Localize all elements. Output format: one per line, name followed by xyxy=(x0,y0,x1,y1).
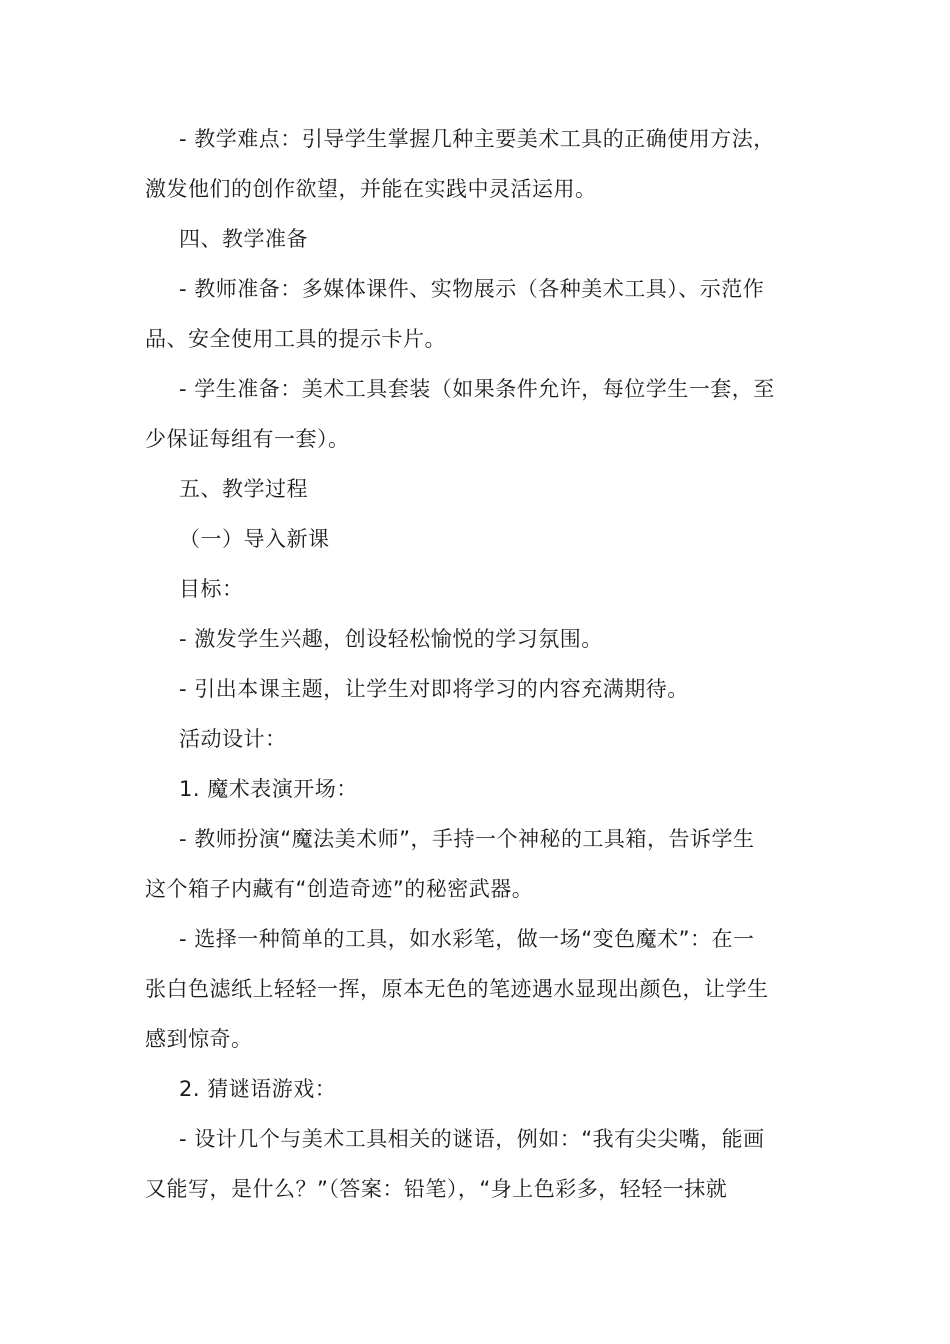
text-line: - 教师准备：多媒体课件、实物展示（各种美术工具）、示范作 xyxy=(179,277,765,301)
paragraph-teacher-preparation xyxy=(145,264,807,364)
paragraph-teaching-difficulty xyxy=(145,114,807,214)
text-line: 五、教学过程 xyxy=(179,477,308,501)
text-line: - 选择一种简单的工具，如水彩笔，做一场“变色魔术”：在一 xyxy=(179,927,755,951)
section-heading-teaching-preparation xyxy=(145,214,807,264)
document-page xyxy=(145,114,807,1214)
text-line: 目标： xyxy=(179,577,244,601)
text-line: 品、安全使用工具的提示卡片。 xyxy=(145,327,446,351)
text-line: 活动设计： xyxy=(179,727,287,751)
list-item-activity xyxy=(145,914,807,1064)
text-line: - 设计几个与美术工具相关的谜语，例如：“我有尖尖嘴，能画 xyxy=(179,1127,765,1151)
text-line: （一）导入新课 xyxy=(179,527,330,551)
paragraph-student-preparation xyxy=(145,364,807,464)
text-line: 又能写，是什么？”（答案：铅笔），“身上色彩多，轻轻一抹就 xyxy=(145,1177,728,1201)
list-item-activity xyxy=(145,1114,807,1214)
list-item-activity xyxy=(145,814,807,914)
text-line: - 引出本课主题，让学生对即将学习的内容充满期待。 xyxy=(179,677,689,701)
text-line: - 激发学生兴趣，创设轻松愉悦的学习氛围。 xyxy=(179,627,603,651)
label-goals xyxy=(145,564,807,614)
text-line: - 教师扮演“魔法美术师”，手持一个神秘的工具箱，告诉学生 xyxy=(179,827,755,851)
subsection-heading-introduction xyxy=(145,514,807,564)
activity-heading-riddle-game xyxy=(145,1064,807,1114)
text-line: - 教学难点：引导学生掌握几种主要美术工具的正确使用方法， xyxy=(179,127,775,151)
text-line: 少保证每组有一套）。 xyxy=(145,427,350,451)
label-activity-design xyxy=(145,714,807,764)
list-item-goal xyxy=(145,664,807,714)
list-item-goal xyxy=(145,614,807,664)
text-line: 这个箱子内藏有“创造奇迹”的秘密武器。 xyxy=(145,877,534,901)
section-heading-teaching-process xyxy=(145,464,807,514)
text-line: - 学生准备：美术工具套装（如果条件允许，每位学生一套，至 xyxy=(179,377,775,401)
activity-heading-magic-show xyxy=(145,764,807,814)
text-line: 1. 魔术表演开场： xyxy=(179,777,358,801)
text-line: 激发他们的创作欲望，并能在实践中灵活运用。 xyxy=(145,177,597,201)
text-line: 感到惊奇。 xyxy=(145,1027,253,1051)
text-line: 2. 猜谜语游戏： xyxy=(179,1077,337,1101)
text-line: 四、教学准备 xyxy=(179,227,308,251)
text-line: 张白色滤纸上轻轻一挥，原本无色的笔迹遇水显现出颜色，让学生 xyxy=(145,977,769,1001)
